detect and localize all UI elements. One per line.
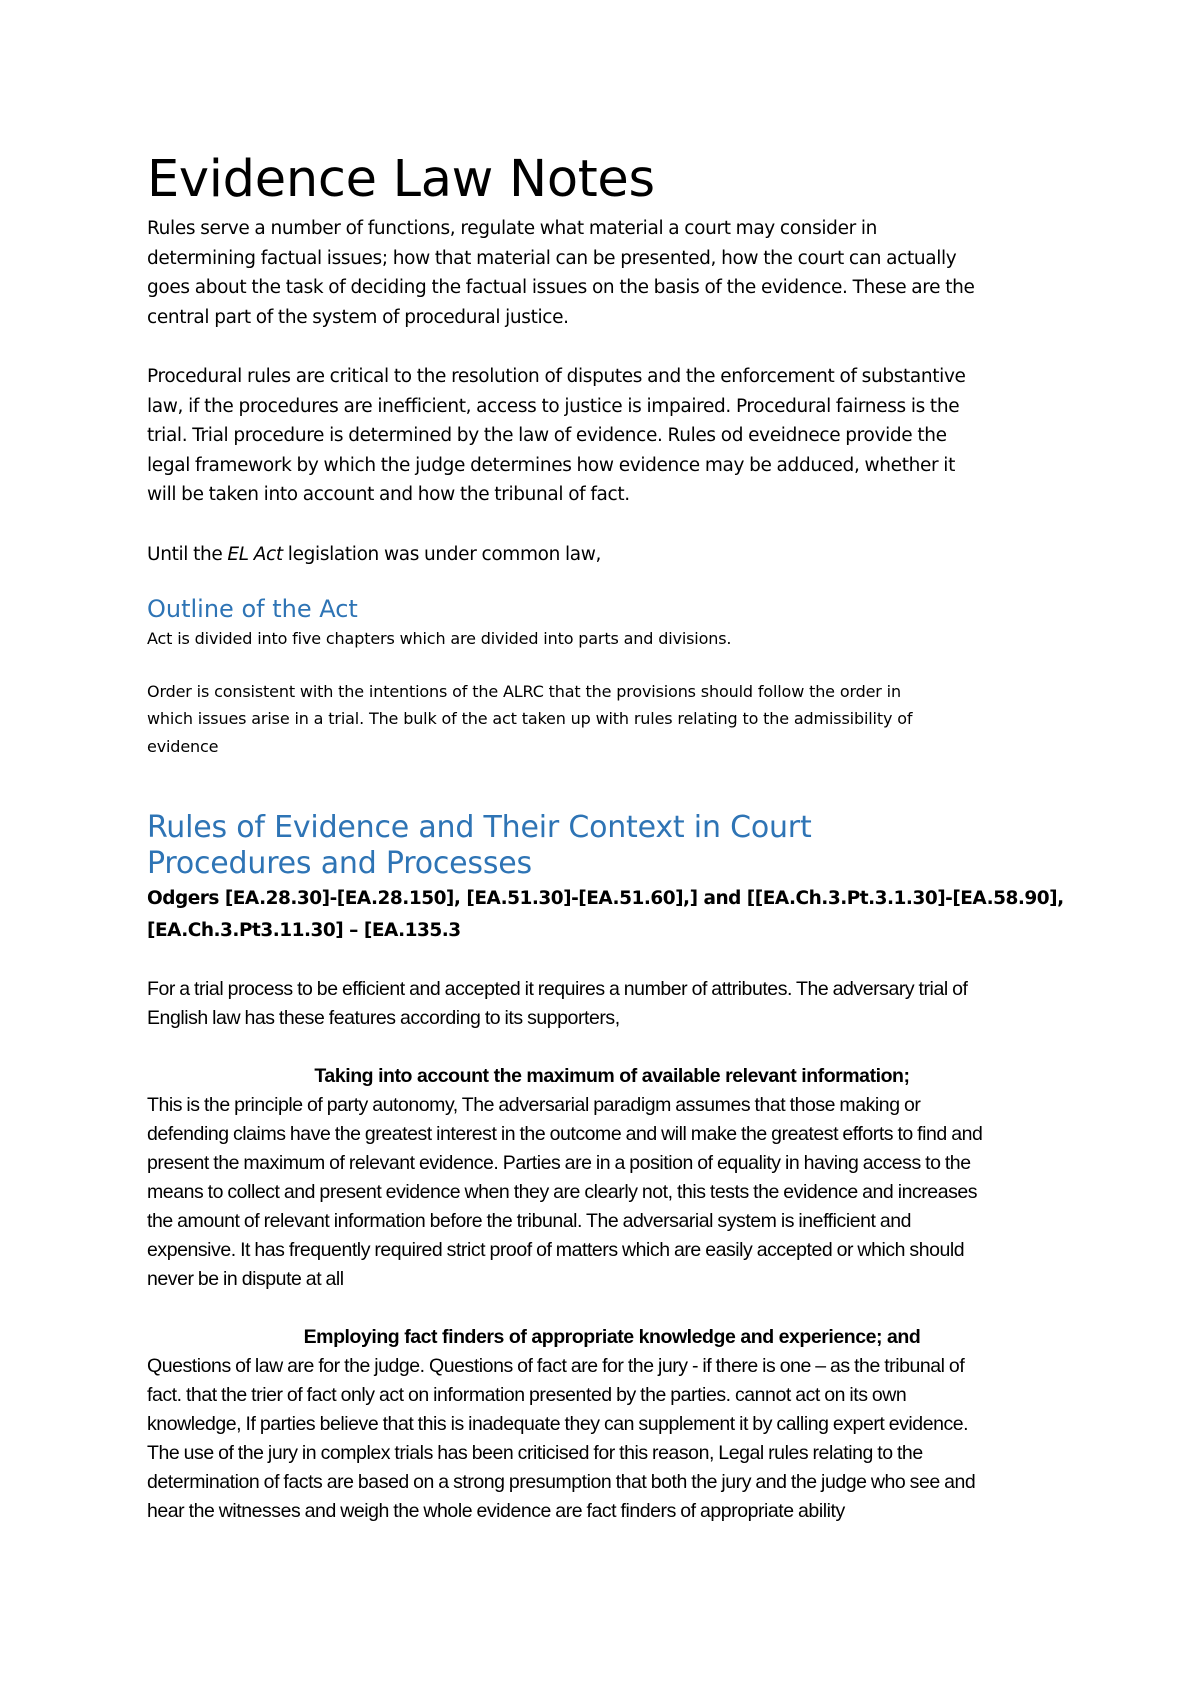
text-line: never be in dispute at all <box>147 1268 344 1290</box>
text-line: English law has these features according to its supporters, <box>147 1007 620 1029</box>
text-line: which issues arise in a trial. The bulk of the act taken up with rules relating to the admissibility of <box>147 709 913 728</box>
until-line-before: Until the <box>147 543 228 565</box>
text-line: defending claims have the greatest interest in the outcome and will make the greatest efforts to find and <box>147 1123 983 1145</box>
intro-paragraph <box>147 214 1077 332</box>
text-line: central part of the system of procedural justice. <box>147 306 569 328</box>
text-line: Procedural rules are critical to the resolution of disputes and the enforcement of substantive <box>147 366 966 387</box>
procedural-paragraph <box>147 362 1077 510</box>
odgers-references <box>147 884 1077 946</box>
text-line: fact. that the trier of fact only act on information presented by the parties. cannot act on its own <box>147 1384 907 1406</box>
text-line: will be taken into account and how the tribunal of fact. <box>147 484 630 505</box>
text-line: law, if the procedures are inefficient, access to justice is impaired. Procedural fairness is the <box>147 395 960 417</box>
heading-line: Rules of Evidence and Their Context in Court <box>147 810 812 845</box>
heading-line: Procedures and Processes <box>147 846 532 881</box>
outline-heading: Outline of the Act <box>147 595 358 623</box>
text-line: Order is consistent with the intentions of the ALRC that the provisions should follow the order in <box>147 681 901 701</box>
until-line <box>147 540 1077 570</box>
text-line: determination of facts are based on a strong presumption that both the jury and the judge who see and <box>147 1471 976 1493</box>
text-line: present the maximum of relevant evidence. Parties are in a position of equality in having access to the <box>147 1152 971 1174</box>
text-line: Odgers [EA.28.30]-[EA.28.150], [EA.51.30]-[EA.51.60],] and [[EA.Ch.3.Pt.3.1.30]-[EA.58.90], <box>147 888 1064 909</box>
act-name-italic: EL Act <box>227 543 283 565</box>
fact-finders-paragraph <box>147 1352 1077 1526</box>
text-line: legal framework by which the judge determines how evidence may be adduced, whether it <box>147 454 955 476</box>
until-line-after: legislation was under common law, <box>282 543 602 565</box>
text-line: knowledge, If parties believe that this is inadequate they can supplement it by calling expert evidence. <box>147 1413 969 1435</box>
subheading-fact-finders: Employing fact finders of appropriate knowledge and experience; and <box>303 1326 921 1348</box>
rules-heading <box>147 810 1077 882</box>
outline-line: Act is divided into five chapters which are divided into parts and divisions. <box>147 629 732 648</box>
text-line: hear the witnesses and weigh the whole evidence are fact finders of appropriate ability <box>147 1500 845 1522</box>
subheading-relevant-information: Taking into account the maximum of available relevant information; <box>314 1065 910 1087</box>
text-line: goes about the task of deciding the factual issues on the basis of the evidence. These are the <box>147 277 975 298</box>
text-line: trial. Trial procedure is determined by the law of evidence. Rules od eveidnece provide the <box>147 425 947 446</box>
text-line: means to collect and present evidence when they are clearly not, this tests the evidence and increases <box>147 1181 978 1203</box>
autonomy-paragraph <box>147 1091 1077 1294</box>
text-line: [EA.Ch.3.Pt3.11.30] – [EA.135.3 <box>147 920 461 941</box>
text-line: the amount of relevant information before the tribunal. The adversarial system is inefficient and <box>147 1210 912 1232</box>
text-line: Rules serve a number of functions, regulate what material a court may consider in <box>147 218 878 239</box>
order-paragraph <box>147 678 1077 761</box>
text-line: This is the principle of party autonomy, The adversarial paradigm assumes that those making or <box>147 1094 921 1116</box>
text-line: For a trial process to be efficient and accepted it requires a number of attributes. The adversary trial of <box>147 978 968 1000</box>
document-title: Evidence Law Notes <box>147 150 655 209</box>
text-line: The use of the jury in complex trials has been criticised for this reason, Legal rules relating to the <box>147 1442 923 1464</box>
document-page <box>147 148 1077 1526</box>
trial-process-paragraph <box>147 975 1077 1033</box>
text-line: determining factual issues; how that material can be presented, how the court can actually <box>147 247 957 269</box>
text-line: expensive. It has frequently required strict proof of matters which are easily accepted or which should <box>147 1239 965 1261</box>
text-line: Questions of law are for the judge. Questions of fact are for the jury - if there is one – as the tribunal of <box>147 1355 965 1377</box>
text-line: evidence <box>147 736 219 756</box>
